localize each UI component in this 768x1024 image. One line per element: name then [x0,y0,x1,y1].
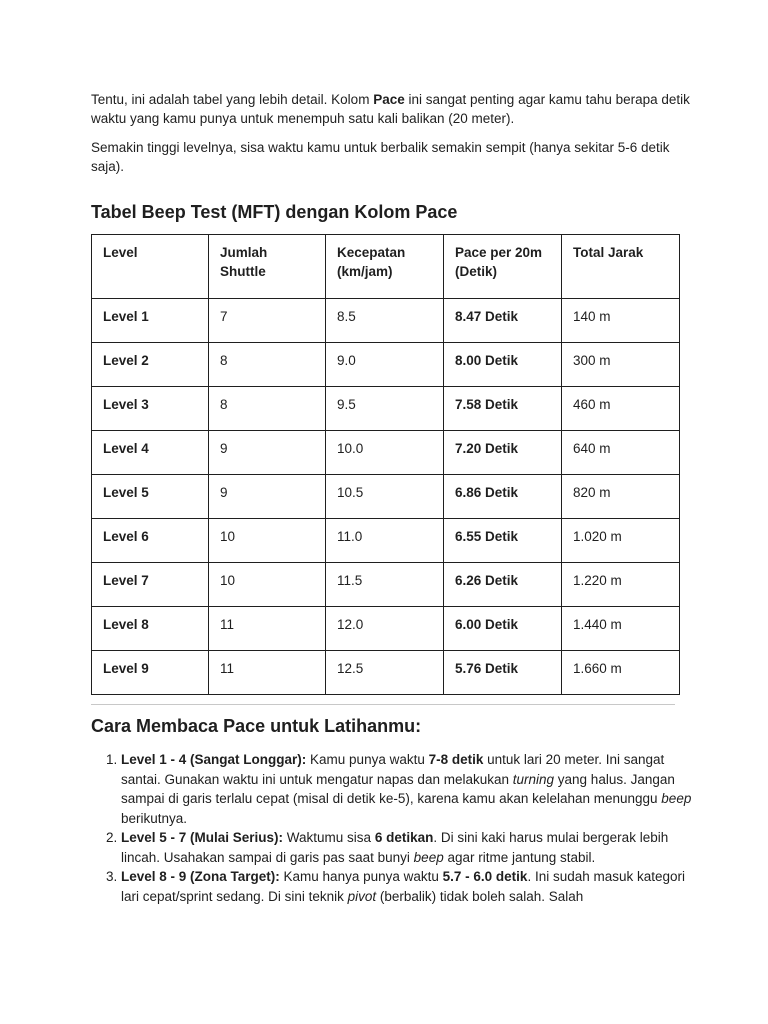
header-cell: Level [92,235,209,299]
distance-cell: 1.020 m [562,519,680,563]
tip-text: turning [512,771,555,787]
distance-cell: 820 m [562,475,680,519]
level-cell: Level 4 [92,431,209,475]
distance-cell: 1.440 m [562,607,680,651]
shuttle-cell: 10 [209,563,326,607]
header-cell: Total Jarak [562,235,680,299]
pace-cell: 8.47 Detik [444,299,562,343]
tip-text: 6 detikan [374,830,434,845]
shuttle-cell: 8 [209,343,326,387]
tip-text: . Di sini kaki harus mulai bergerak lebih lincah. Usahakan sampai di garis pas saat bunyi [121,830,669,865]
tip-text: beep [413,849,444,865]
tip-text: 5.7 - 6.0 detik [442,869,528,884]
pace-cell: 7.20 Detik [444,431,562,475]
distance-cell: 300 m [562,343,680,387]
pace-cell: 6.86 Detik [444,475,562,519]
tip-item [121,867,693,906]
level-cell: Level 2 [92,343,209,387]
shuttle-cell: 9 [209,431,326,475]
table-row [92,475,680,519]
level-cell: Level 5 [92,475,209,519]
intro-p1-end: ini sangat penting agar kamu tahu berapa detik waktu yang kamu punya untuk menempuh satu kali balikan (20 meter). [91,92,690,126]
tip-item [121,828,693,867]
level-cell: Level 7 [92,563,209,607]
speed-cell: 11.5 [326,563,444,607]
table-row [92,299,680,343]
shuttle-cell: 8 [209,387,326,431]
tip-text: . Ini sudah masuk kategori lari cepat/sprint sedang. Di sini teknik [121,869,686,904]
shuttle-cell: 9 [209,475,326,519]
speed-cell: 12.5 [326,651,444,695]
shuttle-cell: 11 [209,607,326,651]
distance-cell: 640 m [562,431,680,475]
level-cell: Level 9 [92,651,209,695]
distance-cell: 1.660 m [562,651,680,695]
header-cell: Kecepatan (km/jam) [326,235,444,299]
tip-text: Kamu punya waktu [306,752,429,767]
speed-cell: 9.5 [326,387,444,431]
section-divider [91,704,675,705]
pace-cell: 6.26 Detik [444,563,562,607]
speed-cell: 8.5 [326,299,444,343]
table-heading: Tabel Beep Test (MFT) dengan Kolom Pace [91,202,458,222]
tips-list [91,750,693,906]
table-header-row [92,235,680,299]
tip-text: yang halus. Jangan sampai di garis terlalu cepat (misal di detik ke-5), karena kamu akan kelelahan menunggu [121,771,675,806]
tip-text: Level 1 - 4 (Sangat Longgar): [121,752,307,767]
table-row [92,607,680,651]
shuttle-cell: 11 [209,651,326,695]
tip-text: pivot [347,888,377,904]
speed-cell: 10.5 [326,475,444,519]
intro-p1-start: Tentu, ini adalah tabel yang lebih detail. Kolom [91,92,374,107]
level-cell: Level 3 [92,387,209,431]
shuttle-cell: 10 [209,519,326,563]
tip-text: Level 8 - 9 (Zona Target): [121,869,280,884]
speed-cell: 10.0 [326,431,444,475]
intro-paragraph-2: Semakin tinggi levelnya, sisa waktu kamu untuk berbalik semakin sempit (hanya sekitar 5-6 detik saja). [91,140,670,174]
table-row [92,343,680,387]
intro-paragraph-1 [91,90,691,128]
pace-cell: 6.00 Detik [444,607,562,651]
pace-cell: 6.55 Detik [444,519,562,563]
tip-text: Kamu hanya punya waktu [279,869,443,884]
tip-text: Waktumu sisa [283,830,375,845]
table-row [92,431,680,475]
reading-heading: Cara Membaca Pace untuk Latihanmu: [91,716,422,736]
table-body [92,299,680,695]
level-cell: Level 1 [92,299,209,343]
distance-cell: 1.220 m [562,563,680,607]
beep-test-table [91,234,680,695]
table-row [92,651,680,695]
distance-cell: 140 m [562,299,680,343]
level-cell: Level 8 [92,607,209,651]
pace-cell: 8.00 Detik [444,343,562,387]
tip-text: berikutnya. [121,810,188,826]
tip-text: untuk lari 20 meter. Ini sangat santai. Gunakan waktu ini untuk mengatur napas dan melakukan [121,752,665,787]
tip-text: (berbalik) tidak boleh salah. Salah [376,888,584,904]
intro-p1-bold: Pace [373,92,405,107]
speed-cell: 9.0 [326,343,444,387]
tip-text: beep [661,791,692,806]
speed-cell: 12.0 [326,607,444,651]
distance-cell: 460 m [562,387,680,431]
tip-text: Level 5 - 7 (Mulai Serius): [121,830,284,845]
header-cell: Jumlah Shuttle [209,235,326,299]
pace-cell: 5.76 Detik [444,651,562,695]
pace-cell: 7.58 Detik [444,387,562,431]
tip-text: agar ritme jantung stabil. [443,849,596,865]
tip-text: 7-8 detik [428,752,484,767]
table-row [92,563,680,607]
table-row [92,519,680,563]
header-cell: Pace per 20m (Detik) [444,235,562,299]
level-cell: Level 6 [92,519,209,563]
table-row [92,387,680,431]
shuttle-cell: 7 [209,299,326,343]
document-page [91,90,692,904]
speed-cell: 11.0 [326,519,444,563]
tip-item [121,750,693,828]
